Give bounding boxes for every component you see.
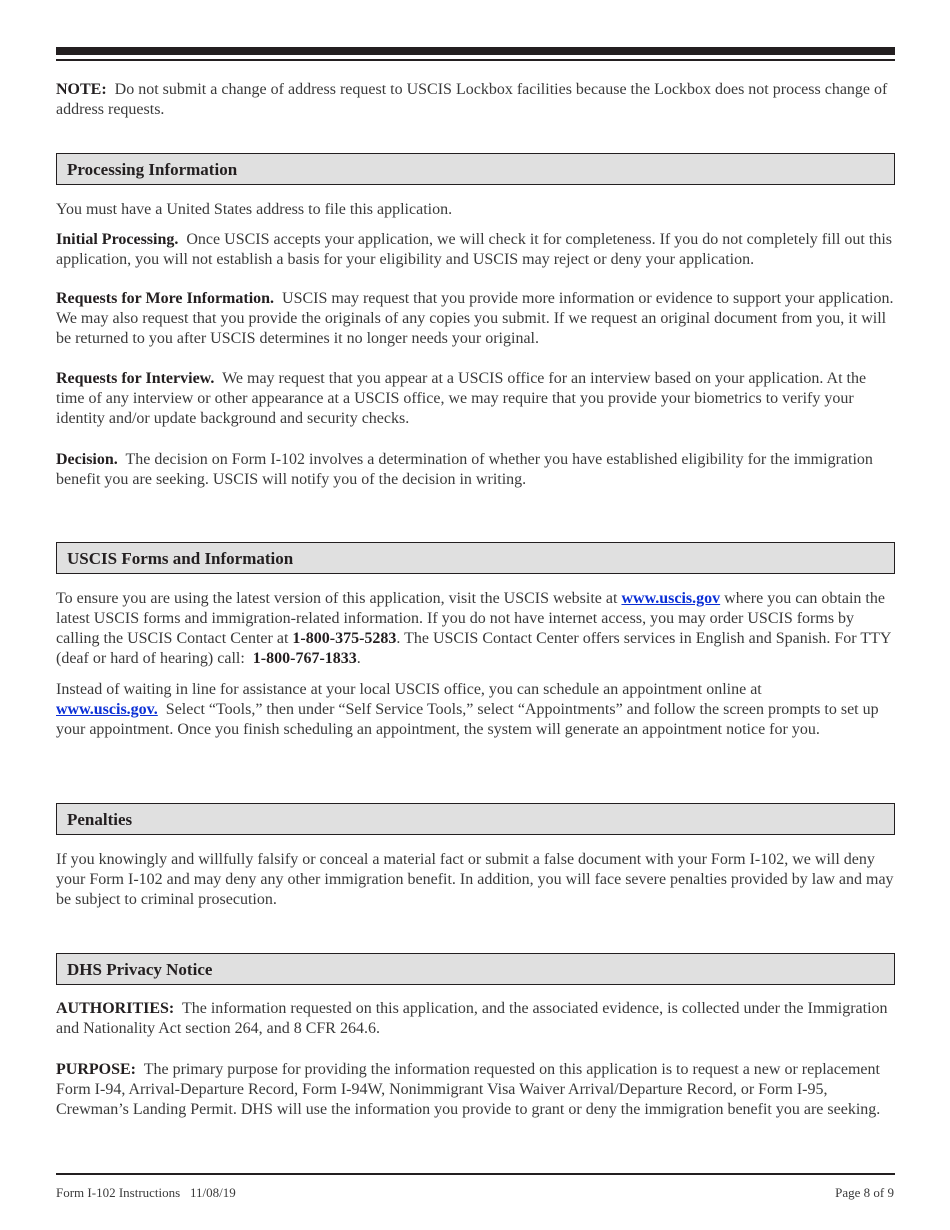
initial-processing-paragraph (56, 230, 896, 270)
initial-processing-text: Once USCIS accepts your application, we will check it for completeness. If you do not completely fill out this application, you will not establish a basis for your eligibility and USCIS may reject or deny your application. (56, 231, 892, 268)
tty-phone: 1-800-767-1833 (252, 650, 357, 667)
top-rule-thick (56, 47, 895, 55)
more-info-paragraph (56, 289, 896, 349)
processing-intro: You must have a United States address to file this application. (56, 201, 453, 218)
forms-info-paragraph-2 (56, 680, 896, 740)
section-title: USCIS Forms and Information (67, 549, 294, 568)
footer-form-id: Form I-102 Instructions 11/08/19 (56, 1185, 236, 1200)
forms-info-text: Instead of waiting in line for assistance at your local USCIS office, you can schedule an appointment online at (56, 681, 762, 698)
decision-label: Decision. (56, 451, 118, 468)
decision-text: The decision on Form I-102 involves a determination of whether you have established eligibility for the immigration benefit you are seeking. USCIS will notify you of the decision in writing. (56, 451, 873, 488)
section-title: Penalties (67, 810, 133, 829)
section-header-privacy (56, 953, 895, 985)
forms-info-text: . The USCIS Contact Center offers services in English and Spanish. For TTY (deaf or hard of hearing) call: (56, 630, 891, 667)
note-paragraph (56, 80, 896, 120)
section-header-processing (56, 153, 895, 185)
interview-label: Requests for Interview. (56, 370, 215, 387)
uscis-appointment-link[interactable]: www.uscis.gov. (56, 701, 158, 718)
section-header-forms-info (56, 542, 895, 574)
authorities-paragraph (56, 999, 896, 1039)
forms-info-text: . (356, 650, 361, 667)
note-text: Do not submit a change of address request to USCIS Lockbox facilities because the Lockbox does not process change of address requests. (56, 81, 888, 118)
forms-info-paragraph-1 (56, 589, 896, 669)
forms-info-text: where you can obtain the latest USCIS forms and immigration-related information. If you do not have internet access, you may order USCIS forms by calling the USCIS Contact Center at (56, 590, 885, 647)
interview-paragraph (56, 369, 896, 429)
authorities-label: AUTHORITIES: (56, 1000, 175, 1017)
interview-text: We may request that you appear at a USCIS office for an interview based on your application. At the time of any interview or other appearance at a USCIS office, we may require that you provide your biometrics to verify your identity and/or update background and security checks. (56, 370, 867, 427)
purpose-paragraph (56, 1060, 896, 1120)
section-header-penalties (56, 803, 895, 835)
penalties-paragraph: If you knowingly and willfully falsify or conceal a material fact or submit a false document with your Form I-102, we will deny your Form I-102 and may deny any other immigration benefit. In addition, you will face severe penalties provided by law and may be subject to criminal prosecution. (56, 851, 894, 908)
decision-paragraph (56, 450, 896, 490)
section-title: Processing Information (67, 160, 238, 179)
note-label: NOTE: (56, 81, 107, 98)
top-rule-thin (56, 59, 895, 61)
more-info-label: Requests for More Information. (56, 290, 275, 307)
initial-processing-label: Initial Processing. (56, 231, 179, 248)
uscis-website-link[interactable]: www.uscis.gov (621, 590, 721, 607)
section-title: DHS Privacy Notice (67, 960, 213, 979)
contact-center-phone: 1-800-375-5283 (292, 630, 397, 647)
footer-page-number: Page 8 of 9 (835, 1185, 894, 1200)
authorities-text: The information requested on this application, and the associated evidence, is collected under the Immigration and Nationality Act section 264, and 8 CFR 264.6. (56, 1000, 888, 1037)
purpose-label: PURPOSE: (56, 1061, 136, 1078)
forms-info-text: To ensure you are using the latest version of this application, visit the USCIS website at (56, 590, 618, 607)
more-info-text: USCIS may request that you provide more information or evidence to support your application. We may also request that you provide the originals of any copies you submit. If we request an original document from you, it will be returned to you after USCIS determines it no longer needs your original. (56, 290, 894, 347)
purpose-text: The primary purpose for providing the information requested on this application is to request a new or replacement Form I-94, Arrival-Departure Record, Form I-94W, Nonimmigrant Visa Waiver Arrival/Departure Record, or Form I-95, Crewman’s Landing Permit. DHS will use the information you provide to grant or deny the immigration benefit you are seeking. (56, 1061, 881, 1118)
forms-info-text: Select “Tools,” then under “Self Service Tools,” select “Appointments” and follow the screen prompts to set up your appointment. Once you finish scheduling an appointment, the system will generate an appointment notice for you. (56, 701, 879, 738)
footer-rule (56, 1173, 895, 1175)
